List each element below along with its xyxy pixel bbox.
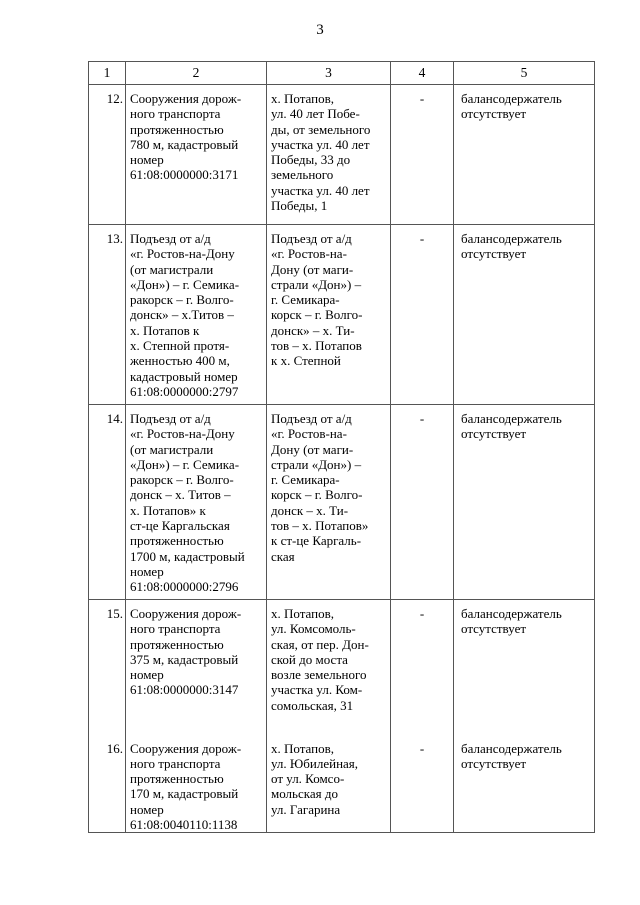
table-row: [89, 723, 595, 833]
object-name-line: ракорск – г. Волго-: [130, 472, 234, 488]
column-header: 1: [89, 62, 126, 85]
object-location-line: страли «Дон») –: [271, 456, 362, 472]
object-name-line: «Дон») – г. Семика-: [130, 276, 240, 292]
object-location-line: ды, от земельного: [271, 121, 371, 137]
object-location-line: ул. Юбилейная,: [271, 755, 359, 771]
object-name-line: ракорск – г. Волго-: [130, 292, 234, 308]
object-name-line: протяженностью: [130, 636, 224, 652]
object-name-line: протяженностью: [130, 121, 224, 137]
object-location-line: ская: [271, 548, 295, 564]
object-name-line: 780 м, кадастровый: [130, 136, 239, 152]
object-location-line: х. Потапов,: [271, 91, 335, 106]
object-name-line: 170 м, кадастровый: [130, 786, 239, 802]
object-location-line: «г. Ростов-на-: [271, 426, 347, 442]
object-location-line: Победы, 1: [271, 198, 328, 214]
object-name-line: (от магистрали: [130, 261, 214, 277]
object-name: [126, 85, 267, 225]
object-name-line: протяженностью: [130, 771, 224, 787]
object-location-line: к х. Степной: [271, 353, 341, 369]
row-number: 15.: [89, 600, 126, 723]
object-location-line: ул. Гагарина: [271, 801, 341, 817]
registry-table: [88, 61, 595, 833]
owner-status-line: отсутствует: [461, 246, 527, 262]
object-name: [126, 225, 267, 405]
owner-status-line: отсутствует: [461, 426, 527, 442]
object-location-line: участка ул. 40 лет: [271, 182, 370, 198]
row-number: 12.: [89, 85, 126, 225]
object-name-line: «Дон») – г. Семика-: [130, 456, 240, 472]
object-name-line: номер: [130, 801, 164, 817]
object-name-line: 61:08:0000000:2796: [130, 579, 239, 595]
object-name-line: ного транспорта: [130, 755, 221, 771]
object-location-line: Дону (от маги-: [271, 261, 354, 277]
object-location-line: земельного: [271, 167, 334, 183]
table-row: [89, 600, 595, 723]
column-header: 5: [454, 62, 595, 85]
object-name-line: 1700 м, кадастровый: [130, 548, 245, 564]
object-name-line: женностью 400 м,: [130, 353, 230, 369]
object-name-line: 61:08:0040110:1138: [130, 816, 238, 832]
object-name-line: 375 м, кадастровый: [130, 651, 239, 667]
object-name-line: Сооружения дорож-: [130, 91, 242, 106]
object-name-line: (от магистрали: [130, 441, 214, 457]
object-name-line: «г. Ростов-на-Дону: [130, 426, 235, 442]
object-name: [126, 600, 267, 723]
object-location-line: «г. Ростов-на-: [271, 246, 347, 262]
owner-status: [454, 405, 595, 600]
object-name-line: Сооружения дорож-: [130, 740, 242, 756]
object-location-line: ская, от пер. Дон-: [271, 636, 369, 652]
owner-status: [454, 723, 595, 833]
object-name-line: донск» – х.Титов –: [130, 307, 234, 323]
object-location-line: х. Потапов,: [271, 606, 335, 621]
object-name-line: кадастровый номер: [130, 368, 238, 384]
object-location: [267, 405, 391, 600]
object-location-line: Победы, 33 до: [271, 152, 351, 168]
column-4-value: -: [391, 600, 454, 723]
object-location-line: корск – г. Волго-: [271, 307, 363, 323]
object-name: [126, 405, 267, 600]
row-number: 16.: [89, 723, 126, 833]
object-location-line: ул. Комсомоль-: [271, 621, 356, 637]
owner-status: [454, 85, 595, 225]
object-name-line: ст-це Каргальская: [130, 518, 230, 534]
column-header: 4: [391, 62, 454, 85]
object-name-line: «г. Ростов-на-Дону: [130, 246, 235, 262]
object-location-line: Дону (от маги-: [271, 441, 354, 457]
owner-status-line: балансодержатель: [461, 740, 562, 756]
object-name-line: 61:08:0000000:3171: [130, 167, 239, 183]
object-location-line: ской до моста: [271, 651, 348, 667]
object-location-line: участка ул. 40 лет: [271, 136, 370, 152]
object-location-line: корск – г. Волго-: [271, 487, 363, 503]
column-header: 3: [267, 62, 391, 85]
object-name-line: х. Степной протя-: [130, 338, 230, 354]
object-location-line: тов – х. Потапов: [271, 338, 362, 354]
owner-status-line: балансодержатель: [461, 606, 562, 621]
object-location: [267, 600, 391, 723]
column-4-value: -: [391, 405, 454, 600]
object-location-line: донск» – х. Ти-: [271, 322, 355, 338]
object-name-line: 61:08:0000000:3147: [130, 682, 239, 698]
column-header: 2: [126, 62, 267, 85]
object-location-line: г. Семикара-: [271, 292, 340, 308]
page-number: 3: [316, 22, 324, 38]
object-location-line: к ст-це Каргаль-: [271, 533, 362, 549]
owner-status-line: балансодержатель: [461, 231, 562, 246]
object-location-line: возле земельного: [271, 667, 367, 683]
table-row: [89, 85, 595, 225]
object-location-line: от ул. Комсо-: [271, 771, 345, 787]
object-location-line: Подъезд от а/д: [271, 411, 352, 426]
object-location-line: сомольская, 31: [271, 697, 354, 713]
object-name-line: Сооружения дорож-: [130, 606, 242, 621]
object-name-line: номер: [130, 667, 164, 683]
object-name-line: Подъезд от а/д: [130, 411, 211, 426]
object-location: [267, 723, 391, 833]
column-4-value: -: [391, 723, 454, 833]
table-row: [89, 225, 595, 405]
object-name: [126, 723, 267, 833]
object-location-line: х. Потапов,: [271, 740, 335, 756]
object-name-line: ного транспорта: [130, 106, 221, 122]
owner-status-line: отсутствует: [461, 755, 527, 771]
owner-status: [454, 225, 595, 405]
table-row: [89, 405, 595, 600]
owner-status: [454, 600, 595, 723]
object-name-line: протяженностью: [130, 533, 224, 549]
object-location-line: донск – х. Ти-: [271, 502, 349, 518]
owner-status-line: отсутствует: [461, 106, 527, 122]
object-name-line: донск – х. Титов –: [130, 487, 231, 503]
object-name-line: 61:08:0000000:2797: [130, 383, 239, 399]
column-4-value: -: [391, 85, 454, 225]
row-number: 13.: [89, 225, 126, 405]
object-location: [267, 225, 391, 405]
object-location-line: Подъезд от а/д: [271, 231, 352, 246]
row-number: 14.: [89, 405, 126, 600]
object-name-line: х. Потапов к: [130, 322, 200, 338]
object-location-line: г. Семикара-: [271, 472, 340, 488]
owner-status-line: балансодержатель: [461, 411, 562, 426]
object-name-line: номер: [130, 152, 164, 168]
object-name-line: ного транспорта: [130, 621, 221, 637]
column-4-value: -: [391, 225, 454, 405]
object-location-line: страли «Дон») –: [271, 276, 362, 292]
object-name-line: х. Потапов» к: [130, 502, 206, 518]
object-location-line: мольская до: [271, 786, 338, 802]
object-location-line: тов – х. Потапов»: [271, 518, 369, 534]
owner-status-line: балансодержатель: [461, 91, 562, 106]
object-name-line: номер: [130, 563, 164, 579]
object-name-line: Подъезд от а/д: [130, 231, 211, 246]
object-location: [267, 85, 391, 225]
object-location-line: участка ул. Ком-: [271, 682, 363, 698]
header-row: [89, 62, 595, 85]
owner-status-line: отсутствует: [461, 621, 527, 637]
object-location-line: ул. 40 лет Побе-: [271, 106, 360, 122]
